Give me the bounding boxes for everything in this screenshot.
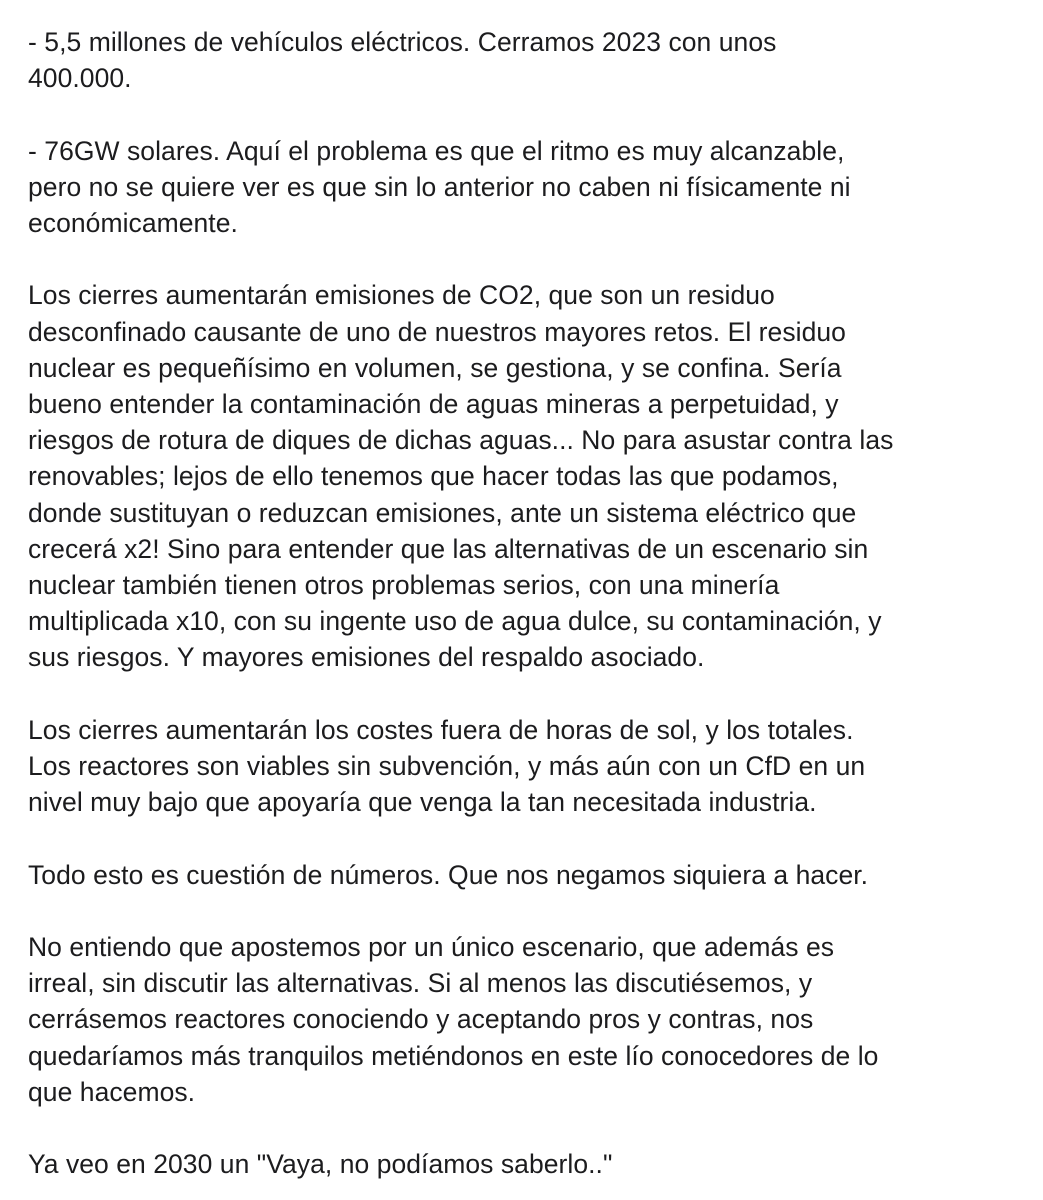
paragraph-electric-vehicles: - 5,5 millones de vehículos eléctricos. Cerramos 2023 con unos 400.000. xyxy=(28,27,777,94)
paragraph-costs: Los cierres aumentarán los costes fuera de horas de sol, y los totales. Los reactores son viables sin subvención, y más aún con un CfD en un nivel muy bajo que apoyaría que venga la tan necesitada industria. xyxy=(28,714,866,818)
paragraph-scenario: No entiendo que apostemos por un único escenario, que además es irreal, sin discutir las alternativas. Si al menos las discutiésemos, y cerrásemos reactores conociendo y aceptando pros y contras, nos quedaríamos más tranquilos metiéndonos en este lío conocedores de lo que hacemos. xyxy=(28,932,879,1107)
paragraph-solar: - 76GW solares. Aquí el problema es que el ritmo es muy alcanzable, pero no se quiere ver es que sin lo anterior no caben ni físicamente ni económicamente. xyxy=(28,135,851,238)
paragraph-emissions: Los cierres aumentarán emisiones de CO2, que son un residuo desconfinado causante de uno de nuestros mayores retos. El residuo nuclear es pequeñísimo en volumen, se gestiona, y se confina. Sería bueno entender la contaminación de aguas mineras a perpetuidad, y riesgos de rotura de diques de dichas aguas... No para asustar contra las renovables; lejos de ello tenemos que hacer todas las que podamos, donde sustituyan o reduzcan emisiones, ante un sistema eléctrico que crecerá x2! Sino para entender que las alternativas de un escenario sin nuclear también tienen otros problemas serios, con una minería multiplicada x10, con su ingente uso de agua dulce, su contaminación, y sus riesgos. Y mayores emisiones del respaldo asociado. xyxy=(28,280,894,673)
paragraph-closing: Ya veo en 2030 un "Vaya, no podíamos saberlo.." xyxy=(28,1149,613,1180)
paragraph-numbers: Todo esto es cuestión de números. Que nos negamos siquiera a hacer. xyxy=(28,859,869,890)
